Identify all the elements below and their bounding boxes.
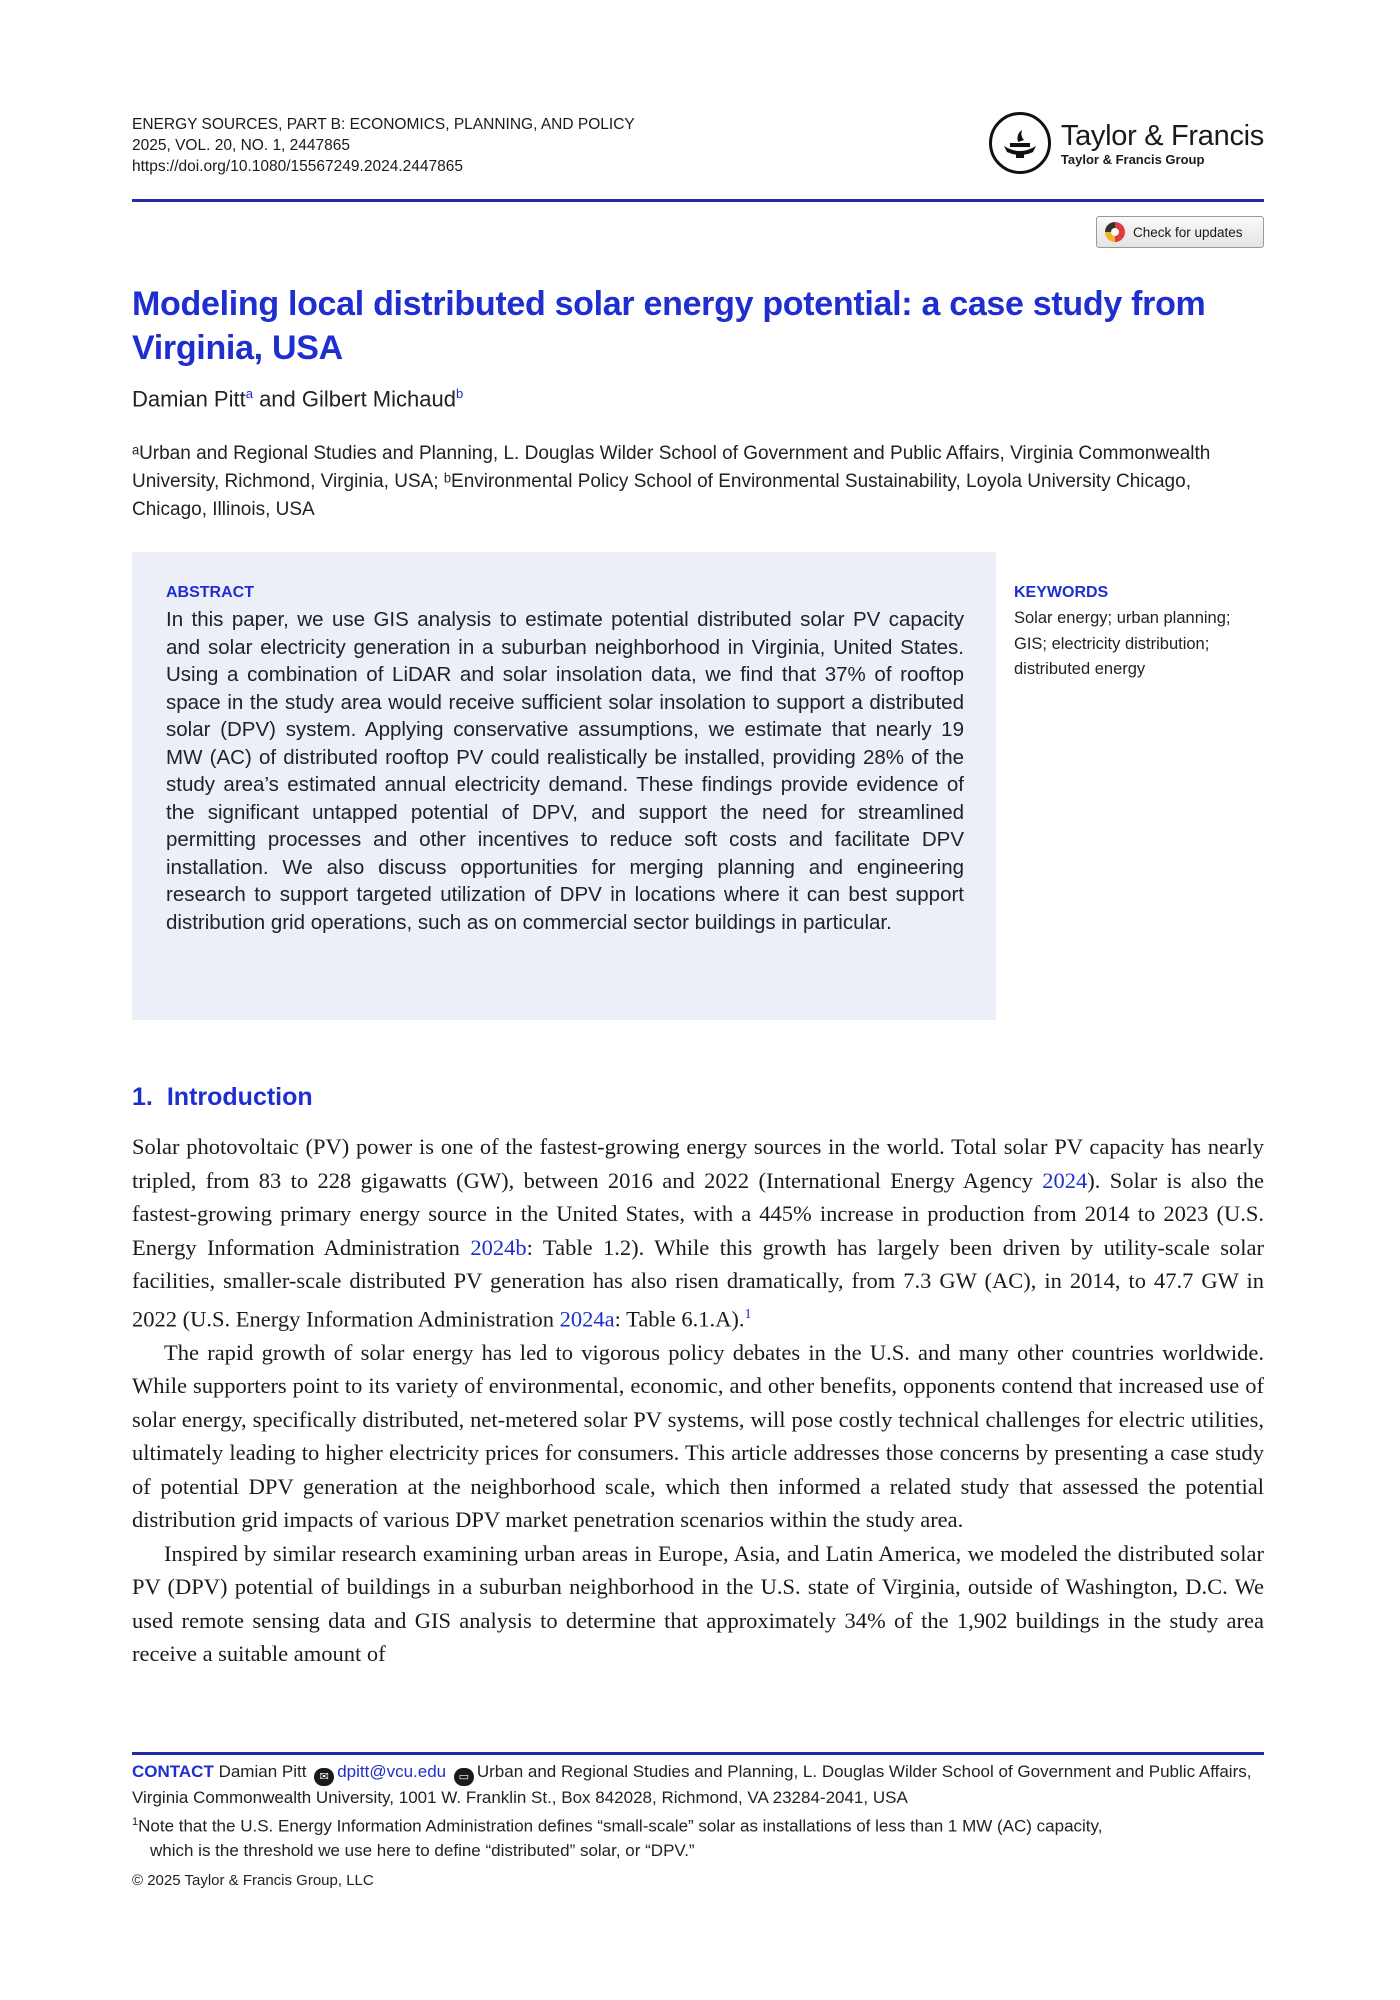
text-run: : Table 6.1.A). bbox=[614, 1306, 745, 1331]
copyright: © 2025 Taylor & Francis Group, LLC bbox=[132, 1872, 374, 1889]
email-icon: ✉ bbox=[314, 1768, 334, 1786]
affiliation-marker: a bbox=[245, 386, 253, 401]
paragraph: Inspired by similar research examining urban areas in Europe, Asia, and Latin America, we modeled the distributed solar PV (DPV) potential of buildings in a suburban neighborhood in the U.S. state of Virginia, outside of Washington, D.C. We used remote sensing data and GIS analysis to determine that approximately 34% of the 1,902 buildings in the study area receive a suitable amount of bbox=[132, 1540, 1264, 1666]
text-run: ). Solar is also the fastest-growing primary energy source in the United States, with a 445% increase in production from 2014 to 2023 (U.S. Energy Information Administration bbox=[132, 1167, 1264, 1260]
abstract-text: In this paper, we use GIS analysis to estimate potential distributed solar PV capacity and solar electricity generation in a suburban neighborhood in Virginia, United States. Using a combination of LiDAR and solar insolation data, we find that 37% of rooftop space in the study area would receive sufficient solar insolation to support a distributed solar (DPV) system. Applying conservative assumptions, we estimate that nearly 19 MW (AC) of distributed rooftop PV could realistically be installed, providing 28% of the study area’s estimated annual electricity demand. These findings provide evidence of the significant untapped potential of DPV, and support the need for streamlined permitting processes and other incentives to reduce soft costs and facilitate DPV installation. We also discuss opportunities for merging planning and engineering research to support targeted utilization of DPV in locations where it can best support distribution grid operations, such as on commercial sector buildings in particular. bbox=[166, 608, 964, 934]
abstract-box bbox=[132, 552, 996, 1020]
section-heading bbox=[132, 1083, 313, 1112]
keywords-heading: KEYWORDS bbox=[1014, 584, 1109, 601]
footnote-number: 1 bbox=[132, 1816, 139, 1828]
text-run: Solar photovoltaic (PV) power is one of the fastest-growing energy sources in the world. Total solar PV capacity has nearly tripled, from 83 to 228 gigawatts (GW), between 2016 and 2022 (International Energy Agency bbox=[132, 1134, 1264, 1193]
crossmark-icon bbox=[1105, 222, 1125, 242]
author-list bbox=[132, 386, 463, 412]
author-name[interactable]: Damian Pitt bbox=[132, 386, 246, 412]
keywords-text: Solar energy; urban planning; GIS; electricity distribution; distributed energy bbox=[1014, 609, 1231, 678]
article-title: Modeling local distributed solar energy potential: a case study from Virginia, USA bbox=[132, 285, 1206, 367]
journal-name: ENERGY SOURCES, PART B: ECONOMICS, PLANNING, AND POLICY bbox=[132, 116, 635, 133]
lamp-icon bbox=[989, 112, 1051, 174]
footer-divider bbox=[132, 1752, 1264, 1755]
abstract-heading: ABSTRACT bbox=[166, 584, 254, 601]
section-number: 1. bbox=[132, 1083, 153, 1111]
paragraph bbox=[132, 1130, 1264, 1336]
journal-header bbox=[132, 114, 635, 177]
contact-name: Damian Pitt bbox=[218, 1762, 307, 1781]
article-page bbox=[132, 0, 1264, 2000]
contact-address: Urban and Regional Studies and Planning, L. Douglas Wilder School of Government and Public Affairs, Virginia Commonwealth University, 1001 W. Franklin St., Box 842028, Richmond, VA 23284-2041, USA bbox=[132, 1762, 1252, 1807]
affiliation-marker: b bbox=[455, 386, 464, 401]
body-text bbox=[132, 1130, 1264, 1671]
footnote bbox=[132, 1810, 1264, 1863]
header-divider bbox=[132, 199, 1264, 202]
contact-email[interactable]: dpitt@vcu.edu bbox=[337, 1762, 447, 1781]
author-separator: and bbox=[252, 386, 302, 412]
author-name[interactable]: Gilbert Michaud bbox=[301, 386, 456, 412]
publisher-logo[interactable] bbox=[989, 112, 1264, 174]
footnote-line: Note that the U.S. Energy Information Administration defines “small-scale” solar as installations of less than 1 MW (AC) capacity, bbox=[138, 1816, 1103, 1836]
citation-link[interactable]: 2024b bbox=[470, 1234, 527, 1260]
contact-info bbox=[132, 1760, 1264, 1810]
footnote-link[interactable]: 1 bbox=[744, 1306, 752, 1322]
journal-volume: 2025, VOL. 20, NO. 1, 2447865 bbox=[132, 137, 351, 154]
contact-label: CONTACT bbox=[132, 1762, 214, 1781]
section-title: Introduction bbox=[166, 1083, 313, 1111]
citation-link[interactable]: 2024 bbox=[1042, 1167, 1088, 1193]
check-for-updates-button[interactable] bbox=[1096, 216, 1264, 248]
citation-link[interactable]: 2024a bbox=[559, 1306, 615, 1331]
affiliations: ᵃUrban and Regional Studies and Planning, L. Douglas Wilder School of Government and Public Affairs, Virginia Commonwealth University, Richmond, Virginia, USA; ᵇEnvironmental Policy School of Environmental Sustainability, Loyola University Chicago, Chicago, Illinois, USA bbox=[132, 443, 1211, 520]
text-run: : Table 1.2). While this growth has largely been driven by utility-scale solar facilities, smaller-scale distributed PV generation has also risen dramatically, from 7.3 GW (AC), in 2014, to 47.7 GW in 2022 (U.S. Energy Information Administration bbox=[132, 1234, 1264, 1331]
publisher-group: Taylor & Francis Group bbox=[1060, 151, 1205, 167]
footnote-line: which is the threshold we use here to define “distributed” solar, or “DPV.” bbox=[150, 1840, 695, 1860]
publisher-name: Taylor & Francis bbox=[1060, 119, 1264, 152]
paragraph: The rapid growth of solar energy has led to vigorous policy debates in the U.S. and many other countries worldwide. While supporters point to its variety of environmental, economic, and other benefits, opponents contend that increased use of solar energy, specifically distributed, net-metered solar PV systems, will pose costly technical challenges for electric utilities, ultimately leading to higher electricity prices for consumers. This article addresses those concerns by presenting a case study of potential DPV generation at the neighborhood scale, which then informed a related study that assessed the potential distribution grid impacts of various DPV market penetration scenarios within the study area. bbox=[132, 1339, 1264, 1532]
address-icon: ▭ bbox=[454, 1768, 474, 1786]
journal-doi[interactable]: https://doi.org/10.1080/15567249.2024.2447865 bbox=[132, 158, 463, 175]
check-for-updates-label: Check for updates bbox=[1133, 224, 1243, 240]
